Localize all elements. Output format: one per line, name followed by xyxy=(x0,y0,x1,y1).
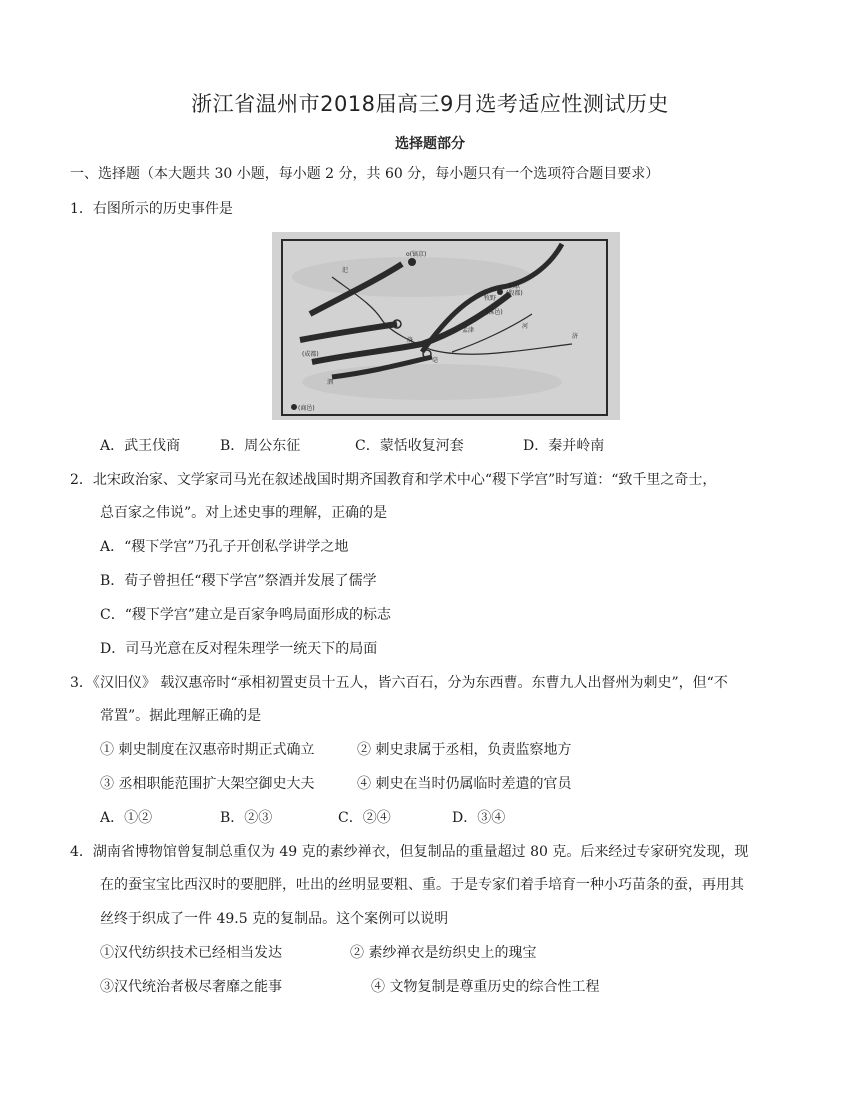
question-3-statement-1: ① 刺史制度在汉惠帝时期正式确立 xyxy=(100,742,315,758)
option-a[interactable]: A．①② xyxy=(100,810,153,826)
map-label: o(镐京) xyxy=(406,251,427,258)
option-d[interactable]: D．③④ xyxy=(452,810,506,826)
question-3-statement-3: ③ 丞相职能范围扩大架空御史大夫 xyxy=(100,776,315,792)
map-label: (殷都) xyxy=(506,290,523,297)
question-4-stem-line-3: 丝终于织成了一件 49.5 克的复制品。这个案例可以说明 xyxy=(100,911,449,927)
question-2-option-c[interactable]: C．“稷下学宫”建立是百家争鸣局面形成的标志 xyxy=(100,607,392,623)
city-marker xyxy=(408,258,416,266)
map-svg xyxy=(272,232,620,420)
question-2-stem-line-1: 2．北宋政治家、文学家司马光在叙述战国时期齐国教育和学术中心“稷下学宫”时写道：“致千里之奇士， xyxy=(70,472,717,488)
city-marker xyxy=(291,404,297,410)
option-c[interactable]: C．②④ xyxy=(338,810,391,826)
question-3-stem-line-1: 3．《汉旧仪》 载汉惠帝时“承相初置吏员十五人，皆六百石，分为东西曹。东曹九人出督州为刺史”，但“不 xyxy=(70,675,728,691)
map-label: 亳 xyxy=(432,357,439,364)
question-4-statement-3: ③汉代统治者极尽奢靡之能事 xyxy=(100,979,282,995)
question-2-stem-line-2: 总百家之伟说”。对上述史事的理解，正确的是 xyxy=(100,505,388,521)
section-header: 一、选择题（本大题共 30 小题，每小题 2 分，共 60 分，每小题只有一个选项符合题目要求） xyxy=(70,166,660,182)
map-label: 河 xyxy=(522,323,529,330)
question-3-statement-4: ④ 刺史在当时仍属临时差遣的官员 xyxy=(357,776,572,792)
question-4-stem-line-2: 在的蚕宝宝比西汉时的要肥胖，吐出的丝明显要粗、重。于是专家们着手培育一种小巧苗条的蚕，再用其 xyxy=(100,877,744,893)
map-label: 孟津 xyxy=(462,327,475,334)
map-label: 泗 xyxy=(327,379,334,386)
question-1-stem: 1．右图所示的历史事件是 xyxy=(70,201,233,217)
route-arrow-2 xyxy=(300,324,397,340)
question-2-option-d[interactable]: D．司马光意在反对程朱理学一统天下的局面 xyxy=(100,641,378,657)
map-label: 洛 xyxy=(407,337,414,344)
question-2-option-a[interactable]: A．“稷下学宫”乃孔子开创私学讲学之地 xyxy=(100,539,349,555)
map-label: (商邑) xyxy=(298,405,315,412)
option-c[interactable]: C．蒙恬收复河套 xyxy=(355,438,464,454)
option-d[interactable]: D．秦并岭南 xyxy=(523,438,605,454)
question-2-option-b[interactable]: B．荀子曾担任“稷下学宫”祭酒并发展了儒学 xyxy=(100,573,377,589)
question-3-options xyxy=(100,808,505,828)
option-b[interactable]: B．②③ xyxy=(220,810,273,826)
question-4-statement-2: ② 素纱禅衣是纺织史上的瑰宝 xyxy=(350,945,537,961)
map-label: 朝歌 xyxy=(508,283,521,290)
watermark-smudge-bottom xyxy=(302,364,562,400)
map-label: 济 xyxy=(572,333,579,340)
map-label: (成都) xyxy=(302,351,319,358)
question-1-options xyxy=(100,436,604,456)
historical-map-figure xyxy=(272,232,620,420)
question-4-statement-1: ①汉代纺织技术已经相当发达 xyxy=(100,945,282,961)
map-label: (沫邑) xyxy=(486,309,503,316)
option-a[interactable]: A．武王伐商 xyxy=(100,438,181,454)
city-marker xyxy=(497,289,503,295)
page-title: 浙江省温州市2018届高三9月选考适应性测试历史 xyxy=(191,92,669,116)
question-3-stem-line-2: 常置”。据此理解正确的是 xyxy=(100,708,262,724)
question-4-stem-line-1: 4．湖南省博物馆曾复制总重仅为 49 克的素纱禅衣，但复制品的重量超过 80 克。后来经过专家研究发现，现 xyxy=(70,844,749,860)
map-label: 牧野 xyxy=(484,295,497,302)
section-subtitle: 选择题部分 xyxy=(395,136,465,152)
question-3-statement-2: ② 刺史隶属于丞相，负责监察地方 xyxy=(357,742,572,758)
map-label: 汜 xyxy=(342,267,349,274)
route-arrow-3 xyxy=(312,294,510,362)
option-b[interactable]: B．周公东征 xyxy=(220,438,301,454)
question-4-statement-4: ④ 文物复制是尊重历史的综合性工程 xyxy=(371,979,600,995)
